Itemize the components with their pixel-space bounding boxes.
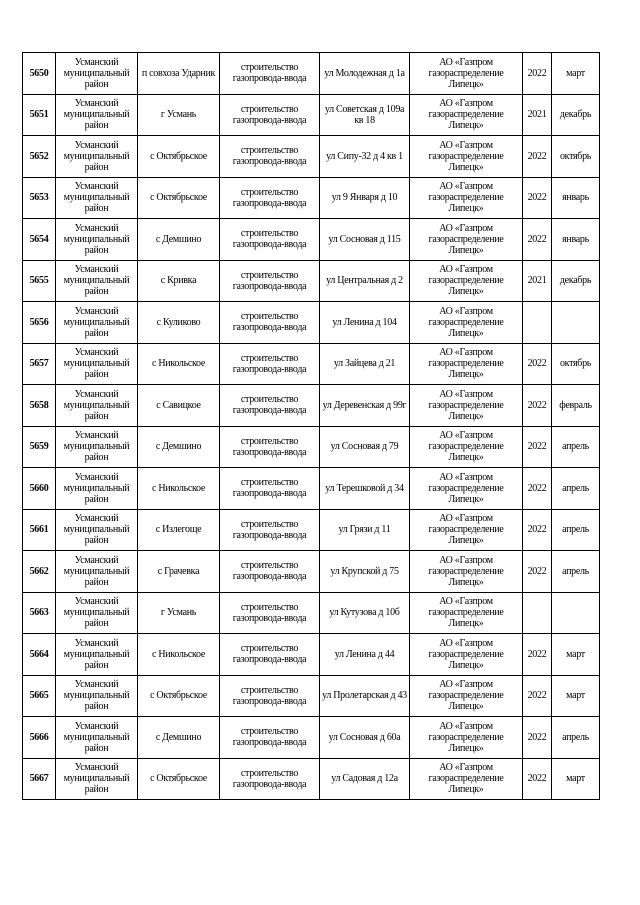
work-type-cell: строительство газопровода-ввода [220,509,320,551]
work-type-cell: строительство газопровода-ввода [220,717,320,759]
organization-cell: АО «Газпром газораспределение Липецк» [410,94,523,136]
district-cell: Усманский муниципальный район [56,136,138,178]
table-row [23,509,600,551]
year-cell: 2022 [523,509,552,551]
address-cell: ул Сосновая д 79 [320,426,410,468]
table-row [23,634,600,676]
address-cell: ул Сосновая д 60а [320,717,410,759]
district-cell: Усманский муниципальный район [56,302,138,344]
table-row [23,177,600,219]
organization-cell: АО «Газпром газораспределение Липецк» [410,219,523,261]
month-cell: апрель [552,468,600,510]
organization-cell: АО «Газпром газораспределение Липецк» [410,675,523,717]
table-row [23,592,600,634]
settlement-cell: с Демшино [138,717,220,759]
year-cell: 2022 [523,634,552,676]
settlement-cell: с Октябрьское [138,177,220,219]
district-cell: Усманский муниципальный район [56,509,138,551]
work-type-cell: строительство газопровода-ввода [220,592,320,634]
month-cell: март [552,758,600,800]
address-cell: ул Сосновая д 115 [320,219,410,261]
work-type-cell: строительство газопровода-ввода [220,426,320,468]
table-row [23,758,600,800]
year-cell: 2022 [523,136,552,178]
address-cell: ул Садовая д 12а [320,758,410,800]
organization-cell: АО «Газпром газораспределение Липецк» [410,592,523,634]
settlement-cell: с Савицкое [138,385,220,427]
address-cell: ул Терешковой д 34 [320,468,410,510]
organization-cell: АО «Газпром газораспределение Липецк» [410,260,523,302]
district-cell: Усманский муниципальный район [56,426,138,468]
table-row [23,385,600,427]
month-cell: апрель [552,717,600,759]
district-cell: Усманский муниципальный район [56,385,138,427]
year-cell [523,302,552,344]
row-number-cell: 5665 [23,675,56,717]
settlement-cell: с Никольское [138,634,220,676]
year-cell: 2022 [523,385,552,427]
row-number-cell: 5654 [23,219,56,261]
work-type-cell: строительство газопровода-ввода [220,136,320,178]
row-number-cell: 5650 [23,53,56,95]
settlement-cell: с Демшино [138,426,220,468]
table-row [23,260,600,302]
row-number-cell: 5657 [23,343,56,385]
work-type-cell: строительство газопровода-ввода [220,551,320,593]
month-cell [552,592,600,634]
month-cell: февраль [552,385,600,427]
row-number-cell: 5664 [23,634,56,676]
table-row [23,468,600,510]
address-cell: ул Ленина д 44 [320,634,410,676]
year-cell: 2021 [523,94,552,136]
address-cell: ул Крупской д 75 [320,551,410,593]
row-number-cell: 5655 [23,260,56,302]
row-number-cell: 5661 [23,509,56,551]
year-cell: 2021 [523,260,552,302]
month-cell: апрель [552,551,600,593]
work-type-cell: строительство газопровода-ввода [220,260,320,302]
address-cell: ул Деревенская д 99г [320,385,410,427]
settlement-cell: с Грачевка [138,551,220,593]
organization-cell: АО «Газпром газораспределение Липецк» [410,509,523,551]
district-cell: Усманский муниципальный район [56,758,138,800]
gasification-registry-table [22,52,600,800]
district-cell: Усманский муниципальный район [56,260,138,302]
organization-cell: АО «Газпром газораспределение Липецк» [410,343,523,385]
year-cell: 2022 [523,551,552,593]
table-row [23,675,600,717]
settlement-cell: г Усмань [138,592,220,634]
district-cell: Усманский муниципальный район [56,343,138,385]
settlement-cell: с Никольское [138,468,220,510]
work-type-cell: строительство газопровода-ввода [220,634,320,676]
year-cell: 2022 [523,53,552,95]
month-cell: январь [552,177,600,219]
row-number-cell: 5652 [23,136,56,178]
district-cell: Усманский муниципальный район [56,468,138,510]
district-cell: Усманский муниципальный район [56,551,138,593]
organization-cell: АО «Газпром газораспределение Липецк» [410,758,523,800]
row-number-cell: 5659 [23,426,56,468]
address-cell: ул Центральная д 2 [320,260,410,302]
work-type-cell: строительство газопровода-ввода [220,468,320,510]
address-cell: ул Кутузова д 10б [320,592,410,634]
month-cell: март [552,675,600,717]
table-row [23,53,600,95]
month-cell: март [552,634,600,676]
month-cell: октябрь [552,343,600,385]
district-cell: Усманский муниципальный район [56,53,138,95]
year-cell: 2022 [523,343,552,385]
district-cell: Усманский муниципальный район [56,717,138,759]
table-row [23,136,600,178]
work-type-cell: строительство газопровода-ввода [220,94,320,136]
month-cell: апрель [552,509,600,551]
address-cell: ул Ленина д 104 [320,302,410,344]
address-cell: ул Пролетарская д 43 [320,675,410,717]
month-cell: октябрь [552,136,600,178]
month-cell: март [552,53,600,95]
organization-cell: АО «Газпром газораспределение Липецк» [410,551,523,593]
row-number-cell: 5656 [23,302,56,344]
row-number-cell: 5662 [23,551,56,593]
address-cell: ул Зайцева д 21 [320,343,410,385]
table-row [23,343,600,385]
year-cell [523,592,552,634]
organization-cell: АО «Газпром газораспределение Липецк» [410,302,523,344]
table-row [23,551,600,593]
row-number-cell: 5653 [23,177,56,219]
district-cell: Усманский муниципальный район [56,592,138,634]
settlement-cell: п совхоза Ударник [138,53,220,95]
table-row [23,94,600,136]
settlement-cell: г Усмань [138,94,220,136]
year-cell: 2022 [523,177,552,219]
document-page [22,52,599,800]
district-cell: Усманский муниципальный район [56,219,138,261]
work-type-cell: строительство газопровода-ввода [220,219,320,261]
address-cell: ул Грязи д 11 [320,509,410,551]
table-row [23,302,600,344]
row-number-cell: 5651 [23,94,56,136]
district-cell: Усманский муниципальный район [56,94,138,136]
year-cell: 2022 [523,468,552,510]
organization-cell: АО «Газпром газораспределение Липецк» [410,53,523,95]
address-cell: ул 9 Января д 10 [320,177,410,219]
organization-cell: АО «Газпром газораспределение Липецк» [410,136,523,178]
work-type-cell: строительство газопровода-ввода [220,385,320,427]
address-cell: ул Советская д 109а кв 18 [320,94,410,136]
table-body [23,53,600,800]
work-type-cell: строительство газопровода-ввода [220,53,320,95]
settlement-cell: с Октябрьское [138,758,220,800]
year-cell: 2022 [523,717,552,759]
settlement-cell: с Никольское [138,343,220,385]
month-cell: апрель [552,426,600,468]
settlement-cell: с Октябрьское [138,136,220,178]
organization-cell: АО «Газпром газораспределение Липецк» [410,717,523,759]
month-cell: декабрь [552,260,600,302]
year-cell: 2022 [523,675,552,717]
work-type-cell: строительство газопровода-ввода [220,177,320,219]
month-cell: январь [552,219,600,261]
settlement-cell: с Демшино [138,219,220,261]
month-cell: декабрь [552,94,600,136]
work-type-cell: строительство газопровода-ввода [220,302,320,344]
district-cell: Усманский муниципальный район [56,634,138,676]
settlement-cell: с Кривка [138,260,220,302]
row-number-cell: 5666 [23,717,56,759]
address-cell: ул Сипу-32 д 4 кв 1 [320,136,410,178]
work-type-cell: строительство газопровода-ввода [220,675,320,717]
district-cell: Усманский муниципальный район [56,177,138,219]
organization-cell: АО «Газпром газораспределение Липецк» [410,468,523,510]
month-cell [552,302,600,344]
row-number-cell: 5667 [23,758,56,800]
settlement-cell: с Куликово [138,302,220,344]
organization-cell: АО «Газпром газораспределение Липецк» [410,177,523,219]
organization-cell: АО «Газпром газораспределение Липецк» [410,634,523,676]
table-row [23,426,600,468]
work-type-cell: строительство газопровода-ввода [220,343,320,385]
organization-cell: АО «Газпром газораспределение Липецк» [410,385,523,427]
row-number-cell: 5660 [23,468,56,510]
table-row [23,717,600,759]
table-row [23,219,600,261]
year-cell: 2022 [523,426,552,468]
settlement-cell: с Октябрьское [138,675,220,717]
organization-cell: АО «Газпром газораспределение Липецк» [410,426,523,468]
row-number-cell: 5658 [23,385,56,427]
work-type-cell: строительство газопровода-ввода [220,758,320,800]
settlement-cell: с Излегоще [138,509,220,551]
row-number-cell: 5663 [23,592,56,634]
year-cell: 2022 [523,219,552,261]
district-cell: Усманский муниципальный район [56,675,138,717]
year-cell: 2022 [523,758,552,800]
address-cell: ул Молодежная д 1а [320,53,410,95]
